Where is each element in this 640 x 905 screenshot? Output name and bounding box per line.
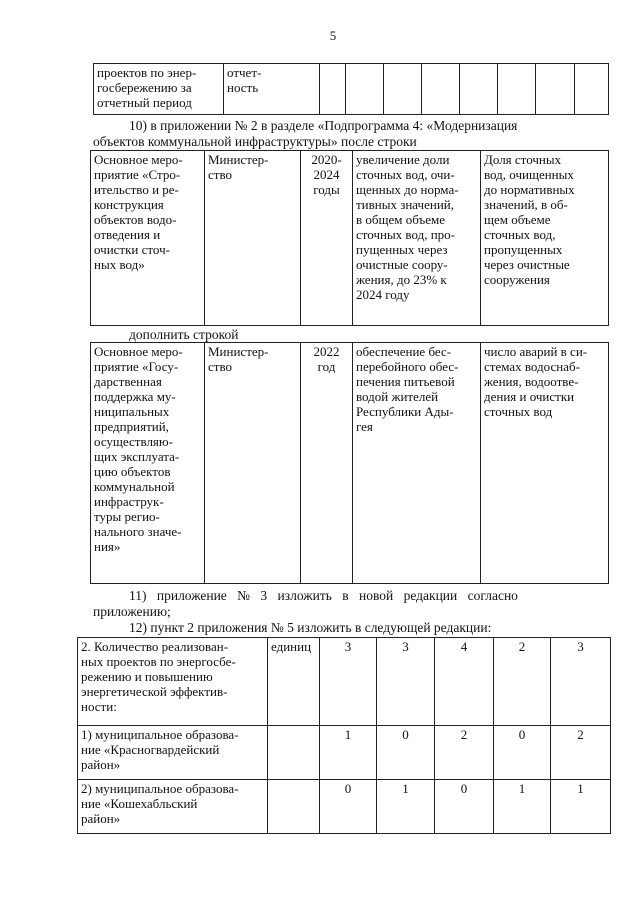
table-a-result: увеличение доли сточных вод, очи- щенных до норма- тивных значений, в общем объеме сточных вод, про- пущенных через очистные соору- жения, до 23% к 2024 году bbox=[353, 151, 481, 326]
table-c-row-total-unit: единиц bbox=[268, 638, 320, 726]
table-c-value: 0 bbox=[377, 726, 435, 780]
table-b-executor: Министер- ство bbox=[205, 343, 301, 584]
table-b-measure: Основное меро- приятие «Госу- дарственная поддержка му- ниципальных предприятий, осуществляю- щих эксплуата- цию объектов коммунальной инфраструк- туры регио- нального значе- ния» bbox=[91, 343, 205, 584]
table-existing-row bbox=[90, 150, 609, 326]
table-a-indicator: Доля сточных вод, очищенных до нормативных значений, в об- щем объеме сточных вод, пропущенных через очистные сооружения bbox=[481, 151, 609, 326]
top-table-cell-empty bbox=[498, 64, 536, 115]
table-projects-count bbox=[77, 637, 611, 834]
paragraph-11-line-1: 11) приложение № 3 изложить в новой редакции согласно bbox=[129, 588, 518, 603]
table-c-row-krasnogvardeysky-label: 1) муниципальное образова- ние «Красногвардейский район» bbox=[78, 726, 268, 780]
top-table-cell-empty bbox=[384, 64, 422, 115]
table-c-value: 1 bbox=[377, 780, 435, 834]
table-c-value: 4 bbox=[435, 638, 494, 726]
top-table-cell-empty bbox=[460, 64, 498, 115]
top-table-cell-empty bbox=[575, 64, 609, 115]
table-c-value: 0 bbox=[435, 780, 494, 834]
table-a-period: 2020- 2024 годы bbox=[301, 151, 353, 326]
table-c-value: 1 bbox=[320, 726, 377, 780]
table-c-row-koshekhablsky-label: 2) муниципальное образова- ние «Кошехабльский район» bbox=[78, 780, 268, 834]
table-c-value: 3 bbox=[551, 638, 611, 726]
top-continuation-table bbox=[93, 63, 609, 115]
table-b-period: 2022 год bbox=[301, 343, 353, 584]
paragraph-10-line-2: объектов коммунальной инфраструктуры» после строки bbox=[93, 134, 417, 149]
table-c-value: 2 bbox=[435, 726, 494, 780]
table-c-value: 0 bbox=[320, 780, 377, 834]
table-c-row-total-label: 2. Количество реализован- ных проектов по энергосбе- режению и повышению энергетической эффектив- ности: bbox=[78, 638, 268, 726]
paragraph-10-line-1: 10) в приложении № 2 в разделе «Подпрограмма 4: «Модернизация bbox=[129, 118, 518, 133]
supplement-label: дополнить строкой bbox=[129, 327, 239, 342]
table-c-value: 1 bbox=[494, 780, 551, 834]
top-table-cell-source: отчет- ность bbox=[224, 64, 320, 115]
top-table-cell-empty bbox=[346, 64, 384, 115]
table-c-value: 3 bbox=[377, 638, 435, 726]
table-c-row-koshekhablsky-unit bbox=[268, 780, 320, 834]
table-a-measure: Основное меро- приятие «Стро- ительство и ре- конструкция объектов водо- отведения и очистки сточ- ных вод» bbox=[91, 151, 205, 326]
table-new-row bbox=[90, 342, 609, 584]
top-table-cell-empty bbox=[320, 64, 346, 115]
table-c-value: 0 bbox=[494, 726, 551, 780]
top-table-cell-indicator: проектов по энер- госбережению за отчетный период bbox=[94, 64, 224, 115]
table-b-indicator: число аварий в си- стемах водоснаб- жения, водоотве- дения и очистки сточных вод bbox=[481, 343, 609, 584]
table-c-value: 2 bbox=[551, 726, 611, 780]
table-a-executor: Министер- ство bbox=[205, 151, 301, 326]
page-number: 5 bbox=[329, 28, 337, 43]
paragraph-12: 12) пункт 2 приложения № 5 изложить в следующей редакции: bbox=[129, 620, 492, 635]
table-c-value: 2 bbox=[494, 638, 551, 726]
top-table-cell-empty bbox=[422, 64, 460, 115]
top-table-cell-empty bbox=[536, 64, 575, 115]
table-c-value: 3 bbox=[320, 638, 377, 726]
paragraph-11-line-2: приложению; bbox=[93, 604, 171, 619]
table-b-result: обеспечение бес- перебойного обес- печения питьевой водой жителей Республики Ады- гея bbox=[353, 343, 481, 584]
table-c-value: 1 bbox=[551, 780, 611, 834]
table-c-row-krasnogvardeysky-unit bbox=[268, 726, 320, 780]
